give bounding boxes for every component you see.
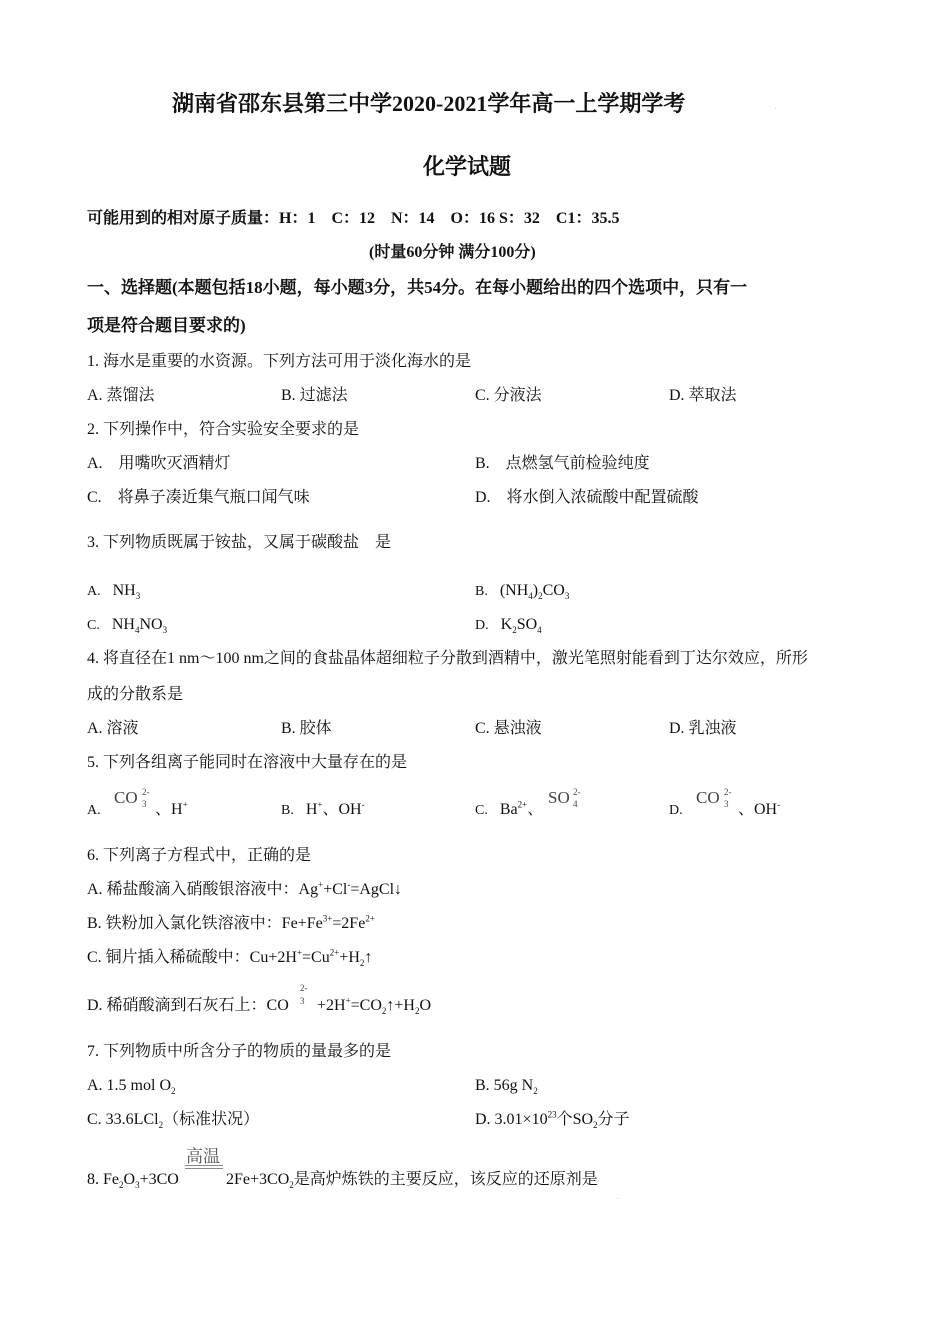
q3-option-b: B. $(NH_4)_2CO_3$ <box>475 582 570 602</box>
time-score: (时量60分钟 满分100分) <box>369 244 536 261</box>
q4-option-d: D. 乳浊液 <box>669 720 737 737</box>
q2-stem: 2. 下列操作中，符合实验安全要求的是 <box>87 421 360 438</box>
q5-option-d-rest: 、OH- <box>738 799 781 818</box>
atomic-masses: 可能用到的相对原子质量：H：1 C：12 N：14 O：16 S：32 C1：35.5 <box>87 210 620 227</box>
q6-option-d-start: D. 稀硝酸滴到石灰石上：CO <box>87 997 289 1014</box>
q5-option-a-ion: CO <box>114 788 138 807</box>
q2-option-d: D. 将水倒入浓硫酸中配置硫酸 <box>475 489 699 506</box>
q4-option-a: A. 溶液 <box>87 720 139 737</box>
q7-option-a: A. 1.5 mol $O_2$ <box>87 1077 176 1097</box>
q5-option-c-ion-count: 4 <box>573 799 578 809</box>
q5-stem: 5. 下列各组离子能同时在溶液中大量存在的是 <box>87 754 408 771</box>
decor-dot-bottom: . <box>617 1195 619 1201</box>
q2-option-b: B. 点燃氢气前检验纯度 <box>475 455 650 472</box>
exam-title: 湖南省邵东县第三中学2020-2021学年高一上学期学考 <box>172 91 686 116</box>
q5-option-a-ion-count: 3 <box>142 799 147 809</box>
q6-stem: 6. 下列离子方程式中，正确的是 <box>87 847 312 864</box>
q8-start: 8. $Fe_2O_3+3CO$ <box>87 1171 179 1191</box>
q1-option-c: C. 分液法 <box>475 387 542 404</box>
q8-equal-line-bottom <box>185 1168 223 1169</box>
section-heading-line1: 一、选择题(本题包括18小题，每小题3分，共54分。在每小题给出的四个选项中，只有一 <box>87 278 748 297</box>
q3-option-d: D. $K_2SO_4$ <box>475 616 542 636</box>
q3-option-a: A. $NH_3$ <box>87 582 141 602</box>
q5-option-d-ion-count: 3 <box>724 799 729 809</box>
q5-option-d-label: D. <box>669 803 683 818</box>
q6-option-d-charge: 2- <box>300 983 308 993</box>
q4-stem-line1: 4. 将直径在1 nm～100 nm之间的食盐晶体超细粒子分散到酒精中，激光笔照射能看到丁达尔效应，所形 <box>87 650 808 667</box>
q3-stem: 3. 下列物质既属于铵盐，又属于碳酸盐 是 <box>87 534 392 551</box>
q2-option-c: C. 将鼻子凑近集气瓶口闻气味 <box>87 489 310 506</box>
q4-stem-line2: 成的分散系是 <box>87 686 184 703</box>
q8-equal-line-top <box>185 1165 223 1166</box>
exam-subtitle: 化学试题 <box>423 154 512 179</box>
q6-option-b: B. 铁粉加入氯化铁溶液中：$Fe+Fe^{3+}=2Fe^{2+}$ <box>87 913 375 932</box>
q5-option-d-ion: CO <box>696 788 720 807</box>
q5-option-c-ion-charge: 2- <box>573 787 581 797</box>
q6-option-c: C. 铜片插入稀硫酸中：$Cu+2H^+=Cu^{2+}+H_2↑$ <box>87 947 373 969</box>
q4-option-c: C. 悬浊液 <box>475 720 542 737</box>
q3-option-c: C. $NH_4NO_3$ <box>87 616 168 636</box>
q2-option-a: A. 用嘴吹灭酒精灯 <box>87 455 231 472</box>
q5-option-d-ion-charge: 2- <box>724 787 732 797</box>
q5-option-a-rest: 、H+ <box>155 799 188 818</box>
q8-reaction-condition: 高温 <box>186 1147 220 1166</box>
q5-option-c-ion: SO <box>548 788 570 807</box>
q5-option-b: B. H+、OH- <box>281 799 365 818</box>
section-heading-line2: 项是符合题目要求的) <box>87 316 246 335</box>
q5-option-a-label: A. <box>87 803 101 818</box>
q6-option-a: A. 稀盐酸滴入硝酸银溶液中：Ag++Cl-=AgCl↓ <box>87 879 403 898</box>
q7-option-c: C. 33.6LCl$_2$（标准状况） <box>87 1111 260 1131</box>
q6-option-d-end: $+2H^+=CO_2↑+H_2O$ <box>317 995 432 1017</box>
q1-option-d: D. 萃取法 <box>669 387 737 404</box>
q1-option-b: B. 过滤法 <box>281 387 348 404</box>
q7-option-b: B. 56g $N_2$ <box>475 1077 538 1097</box>
q1-option-a: A. 蒸馏法 <box>87 387 155 404</box>
q5-option-c: C. $Ba^{2+}$、 <box>475 799 544 818</box>
decor-dot: . <box>775 105 777 111</box>
q7-stem: 7. 下列物质中所含分子的物质的量最多的是 <box>87 1043 392 1060</box>
q7-option-d: D. $3.01\times 10^{23}$个$SO_2$分子 <box>475 1109 630 1131</box>
q5-option-a-ion-charge: 2- <box>142 787 150 797</box>
q1-stem: 1. 海水是重要的水资源。下列方法可用于淡化海水的是 <box>87 353 472 370</box>
q4-option-b: B. 胶体 <box>281 720 332 737</box>
q6-option-d-count: 3 <box>300 996 305 1006</box>
q8-end: $2Fe+3CO_2$是高炉炼铁的主要反应，该反应的还原剂是 <box>226 1171 598 1191</box>
